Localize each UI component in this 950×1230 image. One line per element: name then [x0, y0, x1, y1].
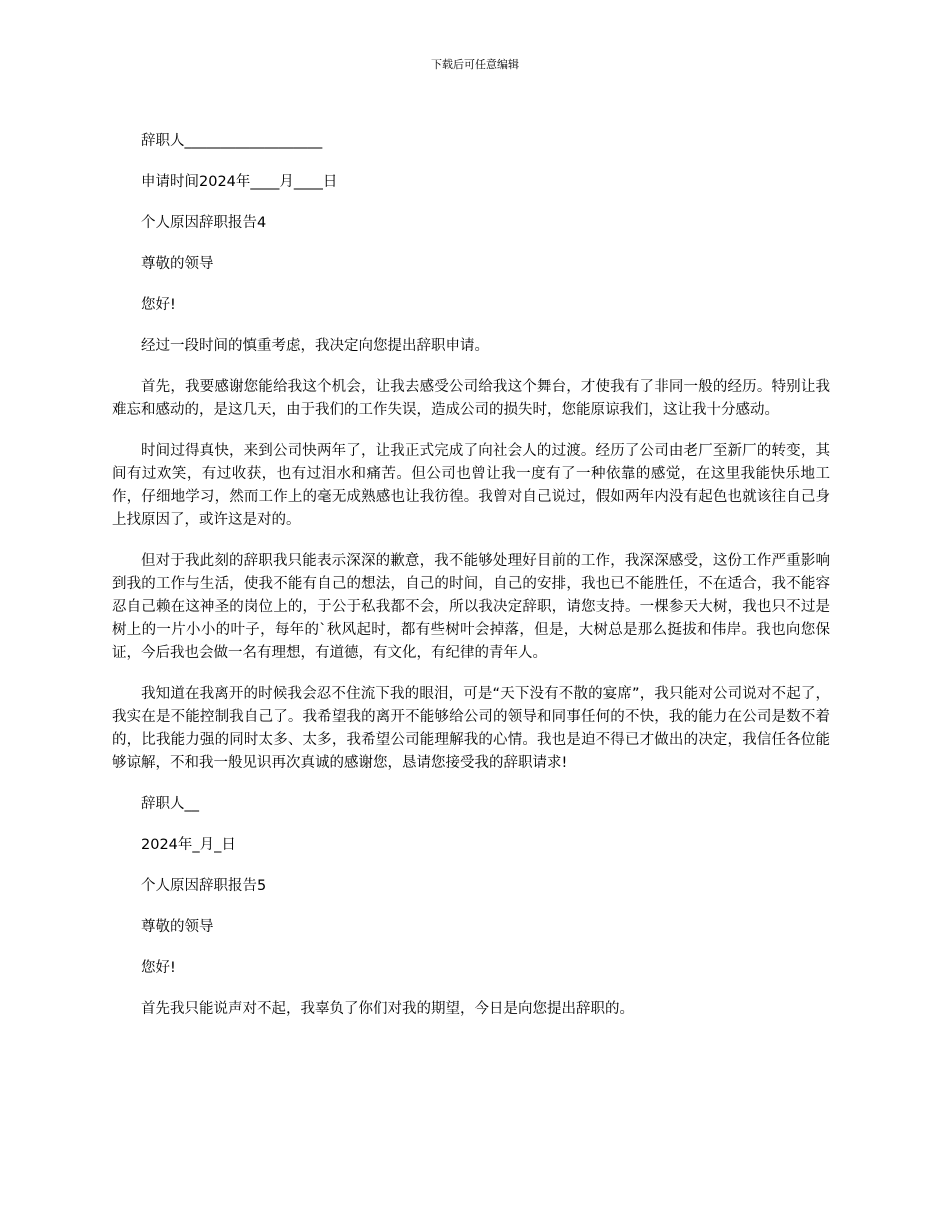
- header-note: 下载后可任意编辑: [431, 58, 519, 71]
- body-paragraph: 经过一段时间的慎重考虑，我决定向您提出辞职申请。: [141, 338, 489, 354]
- body-paragraph: 首先我只能说声对不起，我辜负了你们对我的期望，今日是向您提出辞职的。: [141, 1001, 634, 1017]
- salutation: 尊敬的领导: [141, 256, 214, 272]
- body-paragraph: 时间过得真快，来到公司快两年了，让我正式完成了向社会人的过渡。经历了公司由老厂至新厂的转变，其间有过欢笑，有过收获，也有过泪水和痛苦。但公司也曾让我一度有了一种依靠的感觉，在这里我能快乐地工作，仔细地学习，然而工作上的毫无成熟感也让我彷徨。我曾对自己说过，假如两年内没有起色也就该往自己身上找原因了，或许这是对的。: [112, 443, 830, 528]
- salutation: 尊敬的领导: [141, 919, 214, 935]
- body-paragraph: 但对于我此刻的辞职我只能表示深深的歉意，我不能够处理好目前的工作，我深深感受，这份工作严重影响到我的工作与生活，使我不能有自己的想法，自己的时间，自己的安排，我也已不能胜任，不在适合，我不能容忍自己赖在这神圣的岗位上的，于公于私我都不会，所以我决定辞职，请您支持。一棵参天大树，我也只不过是树上的一片小小的叶子，每年的`秋风起时，都有些树叶会掉落，但是，大树总是那么挺拔和伟岸。我也向您保证，今后我也会做一名有理想，有道德，有文化，有纪律的青年人。: [112, 553, 830, 661]
- greeting: 您好!: [141, 960, 176, 976]
- signature-line: 辞职人___________________: [141, 133, 323, 149]
- signature-date: 2024年_月_日: [141, 837, 236, 853]
- report-title-4: 个人原因辞职报告4: [141, 215, 267, 231]
- body-paragraph: 首先，我要感谢您能给我这个机会，让我去感受公司给我这个舞台，才使我有了非同一般的经历。特别让我难忘和感动的，是这几天，由于我们的工作失误，造成公司的损失时，您能原谅我们，这让我十分感动。: [112, 379, 830, 418]
- report-title-5: 个人原因辞职报告5: [141, 878, 267, 894]
- application-date: 申请时间2024年____月____日: [141, 174, 338, 190]
- signature-line: 辞职人__: [141, 796, 199, 812]
- greeting: 您好!: [141, 297, 176, 313]
- body-paragraph: 我知道在我离开的时候我会忍不住流下我的眼泪，可是“天下没有不散的宴席”，我只能对公司说对不起了，我实在是不能控制我自己了。我希望我的离开不能够给公司的领导和同事任何的不快，我的能力在公司是数不着的，比我能力强的同时太多、太多，我希望公司能理解我的心情。我也是迫不得已才做出的决定，我信任各位能够谅解，不和我一般见识再次真诚的感谢您，恳请您接受我的辞职请求!: [112, 686, 830, 771]
- document-body: [112, 130, 830, 1039]
